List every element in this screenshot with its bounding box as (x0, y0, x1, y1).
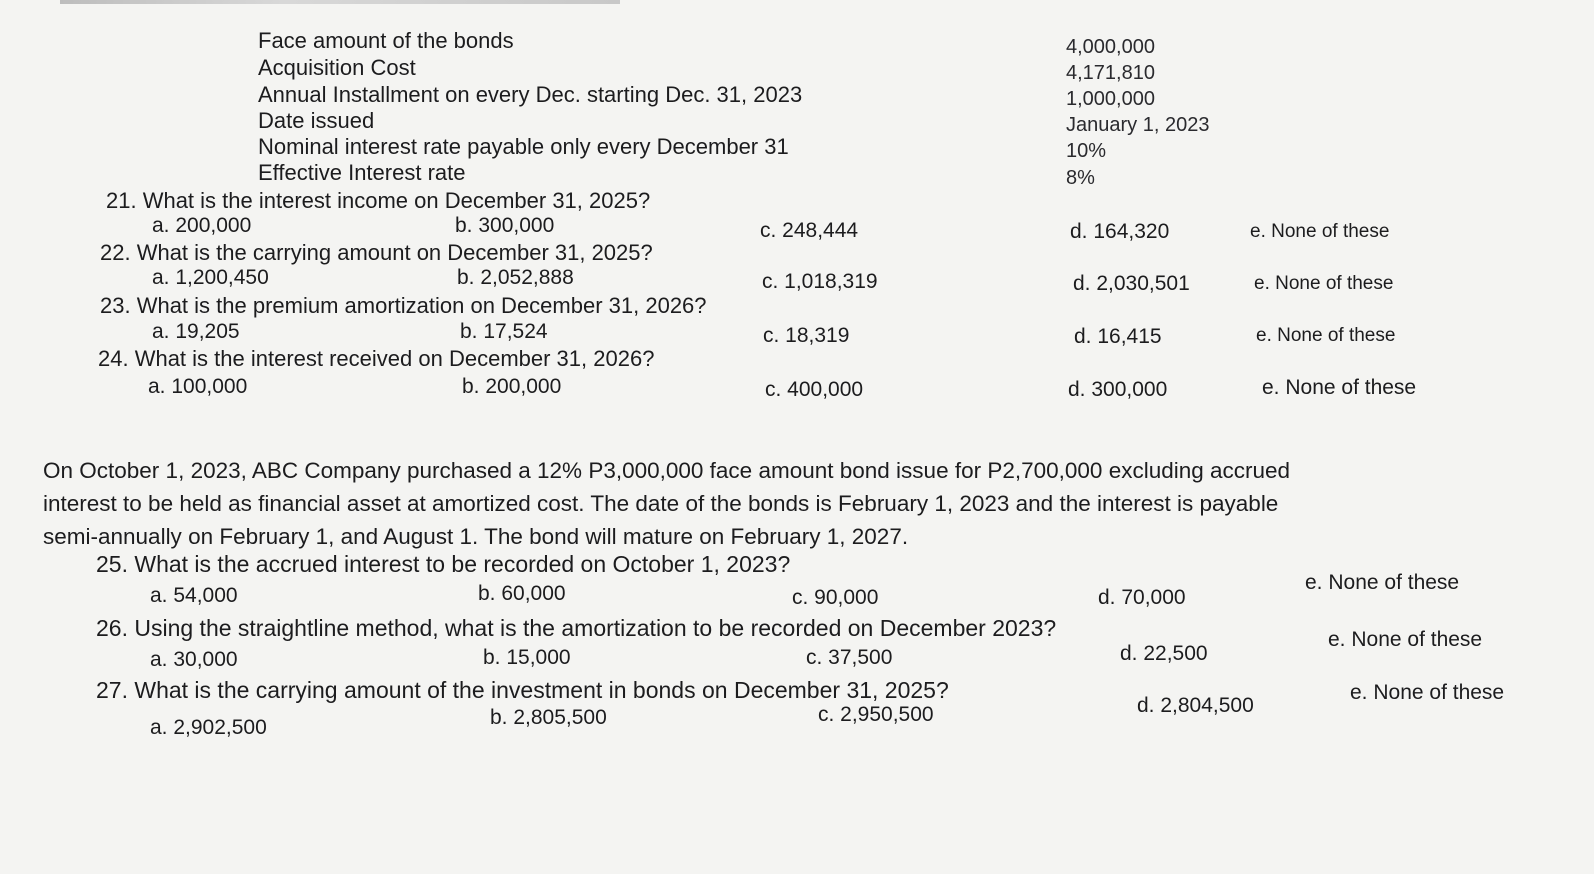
option-b: b. 200,000 (462, 375, 562, 398)
option-c: c. 90,000 (792, 586, 879, 609)
option-e: e. None of these (1305, 571, 1460, 594)
option-d: d. 2,804,500 (1137, 694, 1254, 717)
question-24: 24. What is the interest received on December 31, 2026? (98, 346, 655, 371)
given-value: January 1, 2023 (1066, 114, 1210, 136)
question-22: 22. What is the carrying amount on December 31, 2025? (100, 240, 653, 265)
given-label: Acquisition Cost (258, 55, 416, 80)
option-d: d. 164,320 (1070, 220, 1170, 243)
option-e: e. None of these (1250, 221, 1390, 242)
given-value: 4,000,000 (1066, 36, 1155, 58)
option-c: c. 37,500 (806, 646, 893, 669)
option-a: a. 54,000 (150, 584, 238, 607)
given-label: Annual Installment on every Dec. starting Dec. 31, 2023 (258, 82, 803, 107)
option-a: a. 100,000 (148, 375, 248, 398)
given-value: 10% (1066, 140, 1107, 162)
option-c: c. 18,319 (763, 324, 850, 347)
option-a: a. 19,205 (152, 320, 240, 343)
option-c: c. 248,444 (760, 219, 859, 242)
question-26: 26. Using the straightline method, what is the amortization to be recorded on December 2023? (96, 615, 1057, 641)
option-d: d. 70,000 (1098, 586, 1186, 609)
question-21: 21. What is the interest income on December 31, 2025? (106, 188, 651, 213)
option-b: b. 2,805,500 (490, 706, 607, 729)
option-b: b. 300,000 (455, 214, 555, 237)
paragraph-line: semi-annually on February 1, and August 1. The bond will mature on February 1, 2027. (43, 524, 909, 549)
option-d: d. 22,500 (1120, 642, 1208, 665)
option-b: b. 60,000 (478, 582, 566, 605)
option-b: b. 15,000 (483, 646, 571, 669)
option-e: e. None of these (1254, 273, 1394, 294)
given-label: Face amount of the bonds (258, 28, 514, 53)
option-d: d. 16,415 (1074, 325, 1162, 348)
question-25: 25. What is the accrued interest to be recorded on October 1, 2023? (96, 551, 791, 577)
given-label: Nominal interest rate payable only every December 31 (258, 134, 789, 159)
option-a: a. 1,200,450 (152, 266, 269, 289)
paragraph-line: On October 1, 2023, ABC Company purchased a 12% P3,000,000 face amount bond issue for P2,700,000 excluding accrued (43, 458, 1291, 483)
question-23: 23. What is the premium amortization on December 31, 2026? (100, 293, 707, 318)
option-c: c. 1,018,319 (762, 270, 878, 293)
option-c: c. 400,000 (765, 378, 864, 401)
given-value: 4,171,810 (1066, 62, 1155, 84)
given-value: 8% (1066, 167, 1095, 189)
given-value: 1,000,000 (1066, 88, 1155, 110)
option-e: e. None of these (1328, 628, 1483, 651)
option-a: a. 30,000 (150, 648, 238, 671)
option-d: d. 300,000 (1068, 378, 1168, 401)
option-e: e. None of these (1350, 681, 1505, 704)
question-27: 27. What is the carrying amount of the investment in bonds on December 31, 2025? (96, 677, 949, 703)
option-c: c. 2,950,500 (818, 703, 934, 726)
option-a: a. 2,902,500 (150, 716, 267, 739)
option-e: e. None of these (1256, 325, 1396, 346)
option-b: b. 2,052,888 (457, 266, 574, 289)
option-a: a. 200,000 (152, 214, 252, 237)
given-label: Effective Interest rate (258, 160, 466, 185)
option-b: b. 17,524 (460, 320, 548, 343)
cropped-text-strip (60, 0, 620, 4)
option-d: d. 2,030,501 (1073, 272, 1190, 295)
paragraph-line: interest to be held as financial asset at amortized cost. The date of the bonds is February 1, 2023 and the interest is payable (43, 491, 1279, 516)
given-label: Date issued (258, 108, 375, 133)
option-e: e. None of these (1262, 376, 1417, 399)
